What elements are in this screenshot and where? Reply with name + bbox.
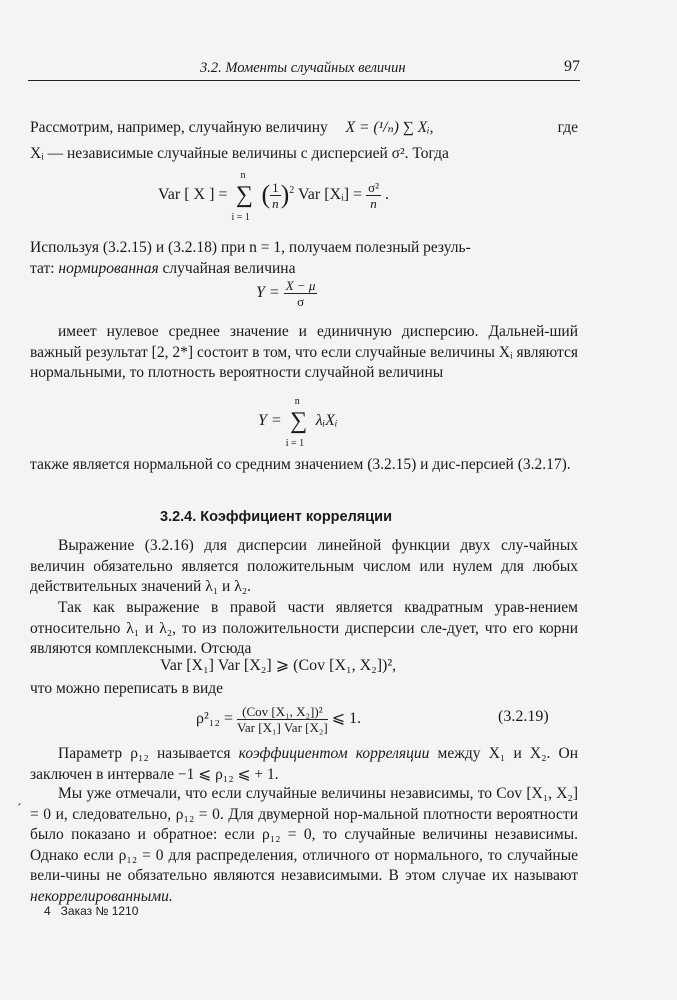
eq1-frac1-den: n [272, 196, 279, 211]
eq5-lhs: ρ²₁₂ = [196, 710, 233, 728]
paragraph-quadratic: Так как выражение в правой части является квадратным урав-нением относительно λ₁ и λ₂, то из положительности дисперсии сле-дует, что его корни являются комплексными. Отсюда [30, 599, 578, 657]
paragraph-expression: Выражение (3.2.16) для дисперсии линейной функции двух слу-чайных величин обязательно является положительным числом или нулем для любых действительных значений λ₁ и λ₂. [30, 537, 578, 595]
eq2-lhs: Y = [256, 284, 280, 302]
eq1-sum [231, 170, 257, 224]
margin-mark: ´ [17, 802, 22, 817]
eq1-lhs: Var [ X ] = [158, 186, 228, 204]
eq5-frac [237, 704, 328, 735]
eq1-frac2-num: σ² [368, 180, 379, 195]
paragraph-normalized [30, 238, 578, 279]
intro-where: где [557, 119, 578, 136]
eq5-rhs: ⩽ 1. [331, 710, 362, 728]
correlation-term: коэффициентом корреляции [238, 745, 430, 762]
equation-var-xbar: Var [ X ] = n ∑ i = 1 ( $\frac{1}{n}$ )$^2$ Var [Xᵢ] = $\frac{\text{σ²}}{n}$ . [158, 170, 389, 224]
eq1-upper: n [240, 170, 246, 182]
equation-correlation [196, 704, 361, 735]
paragraph-parameter [30, 744, 578, 785]
equation-number: (3.2.19) [498, 708, 549, 725]
eq2-den: σ [297, 294, 305, 309]
normalized-line2-b: случайная величина [158, 259, 296, 277]
eq3-sum [285, 396, 312, 449]
eq5-den: Var [X₁] Var [X₂] [236, 720, 328, 735]
normalized-term: нормированная [58, 259, 159, 277]
paren-open-icon: ( [261, 180, 271, 210]
eq1-frac1 [270, 180, 281, 211]
eq1-lower: i = 1 [231, 212, 250, 224]
equation-cauchy: Var [X₁] Var [X₂] ⩾ (Cov [X₁, X₂])², [160, 657, 397, 674]
page-header [28, 58, 580, 81]
equation-normalized-y [256, 278, 317, 309]
normalized-line1: Используя (3.2.15) и (3.2.18) при n = 1, получаем полезный резуль- [30, 239, 471, 256]
intro-line2: Xᵢ — независимые случайные величины с дисперсией σ². Тогда [30, 145, 449, 162]
eq2-frac [284, 278, 318, 309]
eq1-frac1-num: 1 [272, 180, 279, 195]
paragraph-mean-var: также является нормальной со средним значением (3.2.15) и дис-персией (3.2.17). [30, 456, 571, 473]
paragraph-independence [30, 784, 578, 907]
paragraph-rewrite: что можно переписать в виде [30, 680, 224, 697]
uncorrelated-term: некоррелированными. [30, 887, 173, 905]
print-order-footer: 4 Заказ № 1210 [44, 904, 139, 918]
paragraph-intro [30, 118, 578, 139]
eq1-end: . [384, 186, 389, 204]
eq3-upper: n [294, 396, 300, 407]
eq3-lhs: Y = [258, 412, 282, 429]
paragraph-normal-sum: имеет нулевое среднее значение и единичную дисперсию. Дальней-ший важный результат [2, 2*] состоит в том, что если случайные величины Xᵢ являются нормальными, то плотность вероятности случайной величины [30, 323, 578, 381]
eq2-num: X − μ [285, 278, 316, 293]
eq3-rhs: λᵢXᵢ [315, 412, 338, 429]
sigma-sum-icon: ∑ [235, 182, 253, 209]
eq1-frac2-den: n [370, 196, 377, 211]
parameter-b: между X₁ и X₂. Он заключен в интервале −1 ⩽ ρ₁₂ ⩽ + 1. [30, 745, 579, 783]
eq1-frac2 [366, 180, 381, 211]
normalized-line2 [30, 259, 578, 280]
independence-text: Мы уже отмечали, что если случайные величины независимы, то Cov [X₁, X₂] = 0 и, следовательно, ρ₁₂ = 0. Для двумерной нор-мальной плотности вероятности было показано и обратное: если ρ₁₂ = 0, то случайные величины независимы. Однако если ρ₁₂ = 0 для распределения, отличного от нормального, то случайные вели-чины не обязательно являются независимыми. В этом случае их называют [30, 785, 578, 884]
paren-close-icon: ) [280, 180, 290, 210]
eq5-num: (Cov [X₁, X₂])² [237, 704, 328, 720]
xbar-definition: X = (¹/ₙ) ∑ Xᵢ, [345, 119, 434, 136]
intro-line1: Рассмотрим, например, случайную величину [30, 119, 328, 136]
eq1-rhs: Var [Xᵢ] = [298, 186, 363, 204]
section-heading: 3.2.4. Коэффициент корреляции [160, 509, 393, 525]
running-title: 3.2. Моменты случайных величин [200, 60, 406, 76]
sigma-sum-icon: ∑ [290, 408, 308, 434]
parameter-a: Параметр ρ₁₂ называется [58, 745, 239, 762]
page-number: 97 [564, 58, 580, 75]
normalized-line2-a: тат: [30, 259, 59, 277]
eq3-lower: i = 1 [285, 438, 305, 449]
equation-linear-sum [258, 396, 338, 449]
